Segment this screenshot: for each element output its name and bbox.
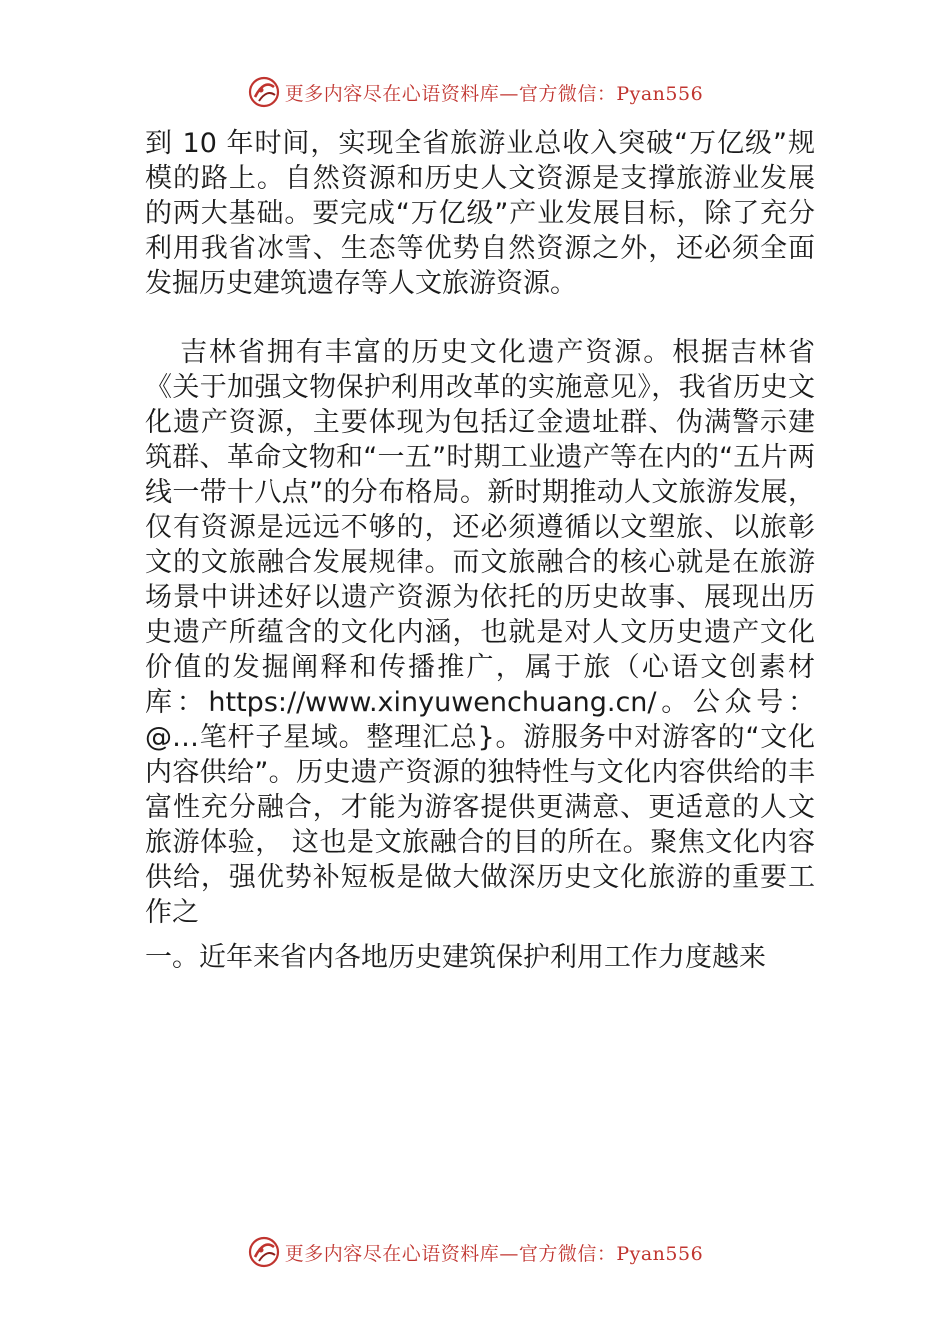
header-contact-label: 官方微信：	[518, 82, 617, 105]
paragraph-3: 一。近年来省内各地历史建筑保护利用工作力度越来	[145, 942, 766, 973]
footer-contact-id: Pyan556	[616, 1242, 704, 1265]
paragraph-2: 吉林省拥有丰富的历史文化遗产资源。根据吉林省《关于加强文物保护利用改革的实施意见》，我省历史文化遗产资源，主要体现为包括辽金遗址群、伪满警示建筑群、革命文物和“一五”时期工业遗产等在内的“五片两线一带十八点”的分布格局。新时期推动人文旅游发展，仅有资源是远远不够的，还必须遵循以文塑旅、以旅彰文的文旅融合发展规律。而文旅融合的核心就是在旅游场景中讲述好以遗产资源为依托的历史故事、展现出历史遗产所蕴含的文化内涵，也就是对人文历史遗产文化价值的发掘阐释和传播推广，属于旅（心语文创素材库：https://www.xinyuwenchuang.cn/。公众号：@…笔杆子星域。整理汇总}。游服务中对游客的“文化内容供给”。历史遗产资源的独特性与文化内容供给的丰富性充分融合，才能为游客提供更满意、更适意的人文旅游体验， 这也是文旅融合的目的所在。聚焦文化内容供给，强优势补短板是做大做深历史文化旅游的重要工作之	[145, 337, 815, 928]
header-brand-text: 更多内容尽在心语资料库	[284, 82, 500, 105]
brand-logo-icon	[247, 75, 281, 109]
paragraph-1: 到 10 年时间，实现全省旅游业总收入突破“万亿级”规模的路上。自然资源和历史人文资源是支撑旅游业发展的两大基础。要完成“万亿级”产业发展目标，除了充分利用我省冰雪、生态等优势自然资源之外，还必须全面发掘历史建筑遗存等人文旅游资源。	[145, 128, 815, 299]
header-text	[285, 79, 703, 106]
footer-contact-label: 官方微信：	[518, 1242, 617, 1265]
header-separator: —	[499, 82, 519, 105]
footer-brand-text: 更多内容尽在心语资料库	[284, 1242, 500, 1265]
header-contact-id: Pyan556	[616, 82, 704, 105]
footer-text	[285, 1239, 703, 1266]
footer-banner	[0, 1232, 950, 1272]
document-body	[145, 126, 815, 975]
header-banner	[0, 72, 950, 112]
brand-logo-icon	[247, 1235, 281, 1269]
footer-separator: —	[499, 1242, 519, 1265]
